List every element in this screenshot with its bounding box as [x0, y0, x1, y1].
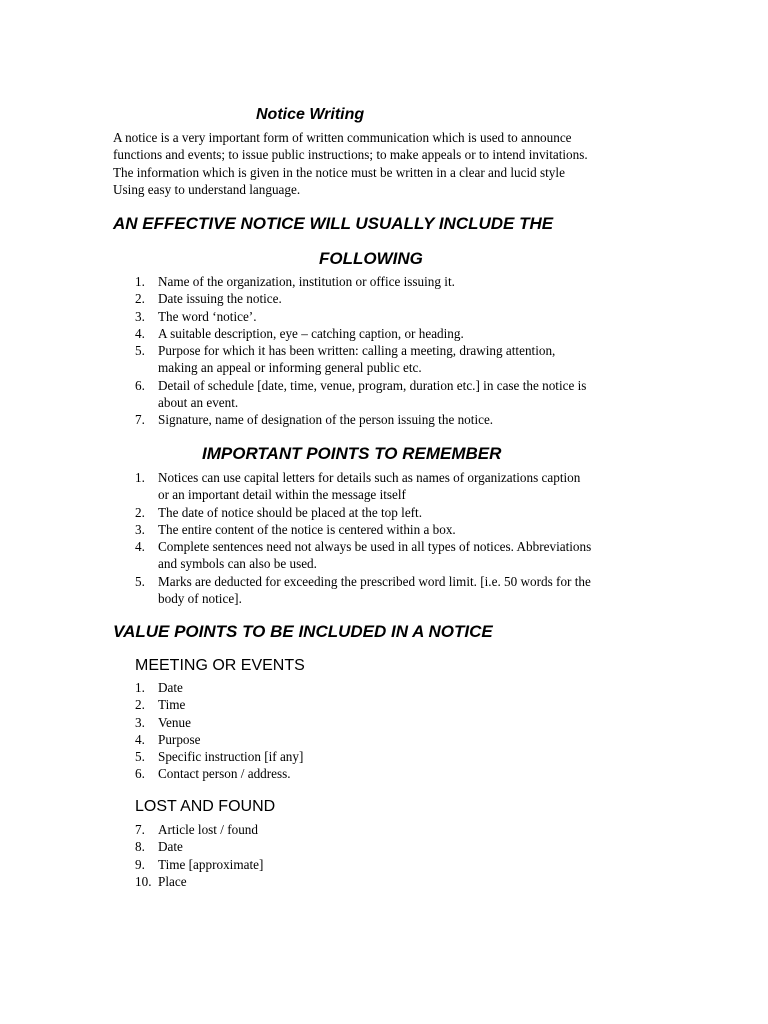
- list-text: Purpose for which it has been written: calling a meeting, drawing attention, making an appeal or informing general public etc.: [158, 343, 556, 376]
- intro-line: A notice is a very important form of written communication which is used to announce: [113, 130, 572, 145]
- section-heading-value-points: VALUE POINTS TO BE INCLUDED IN A NOTICE: [113, 622, 493, 641]
- list-number: 2.: [135, 504, 145, 520]
- list-text: Contact person / address.: [158, 766, 291, 782]
- list-number: 3.: [135, 521, 145, 537]
- list-item: [0, 538, 768, 573]
- list-item: [0, 873, 768, 890]
- list-number: 8.: [135, 839, 145, 855]
- list-text: Specific instruction [if any]: [158, 749, 304, 765]
- list-number: 5.: [135, 343, 145, 359]
- list-number: 4.: [135, 539, 145, 555]
- list-text: The word ‘notice’.: [158, 308, 257, 324]
- list-number: 4.: [135, 731, 145, 747]
- list-item: [0, 838, 768, 855]
- list-item: [0, 273, 768, 290]
- list-text: Detail of schedule [date, time, venue, program, duration etc.] in case the notice is about an event.: [158, 377, 587, 411]
- list-text: Venue: [158, 714, 191, 730]
- intro-line: functions and events; to issue public instructions; to make appeals or to intend invitations.: [113, 147, 588, 163]
- list-text: Date: [158, 839, 183, 855]
- list-text: Notices can use capital letters for details such as names of organizations caption or an important detail within the message itself: [158, 470, 581, 503]
- list-text: Date issuing the notice.: [158, 291, 282, 307]
- list-text: Marks are deducted for exceeding the prescribed word limit. [i.e. 50 words for the body of notice].: [158, 573, 591, 607]
- intro-line: The information which is given in the notice must be written in a clear and lucid style: [113, 164, 565, 180]
- important-points-list: [0, 469, 768, 607]
- list-text: Article lost / found: [158, 822, 258, 837]
- list-number: 7.: [135, 412, 145, 428]
- list-number: 2.: [135, 697, 145, 713]
- list-number: 4.: [135, 325, 145, 341]
- list-item: [0, 308, 768, 325]
- list-text: Time [approximate]: [158, 856, 264, 872]
- list-item: [0, 377, 768, 412]
- list-number: 6.: [135, 766, 145, 782]
- list-text: Complete sentences need not always be used in all types of notices. Abbreviations and symbols can also be used.: [158, 539, 592, 572]
- list-number: 1.: [135, 274, 145, 289]
- meeting-events-list: [0, 679, 768, 783]
- list-text: Signature, name of designation of the person issuing the notice.: [158, 412, 494, 428]
- intro-paragraph: [113, 129, 673, 198]
- list-number: 5.: [135, 749, 145, 765]
- list-item: [0, 731, 768, 748]
- section-heading-important-points: IMPORTANT POINTS TO REMEMBER: [202, 444, 502, 463]
- list-number: 10.: [135, 873, 152, 889]
- list-item: [0, 411, 768, 428]
- list-text: Purpose: [158, 731, 201, 747]
- list-text: Date: [158, 680, 183, 695]
- intro-line: Using easy to understand language.: [113, 181, 301, 197]
- section-heading-effective-notice: AN EFFECTIVE NOTICE WILL USUALLY INCLUDE THE: [113, 214, 554, 233]
- list-text: Time: [158, 697, 186, 713]
- subheading-meeting-or-events: MEETING OR EVENTS: [135, 657, 305, 674]
- list-text: The entire content of the notice is centered within a box.: [158, 521, 456, 537]
- list-text: Name of the organization, institution or office issuing it.: [158, 274, 455, 289]
- list-item: [0, 521, 768, 538]
- list-item: [0, 765, 768, 782]
- list-number: 6.: [135, 377, 145, 393]
- list-number: 1.: [135, 470, 145, 485]
- list-item: [0, 748, 768, 765]
- list-number: 5.: [135, 573, 145, 589]
- lost-found-list: [0, 821, 768, 890]
- list-text: Place: [158, 873, 187, 889]
- list-number: 3.: [135, 714, 145, 730]
- list-text: The date of notice should be placed at the top left.: [158, 504, 423, 520]
- list-number: 1.: [135, 680, 145, 695]
- list-number: 9.: [135, 856, 145, 872]
- list-number: 3.: [135, 308, 145, 324]
- section-heading-following: FOLLOWING: [319, 249, 423, 268]
- list-item: [0, 290, 768, 307]
- page-title: Notice Writing: [256, 106, 365, 123]
- list-item: [0, 573, 768, 608]
- list-item: [0, 504, 768, 521]
- list-item: [0, 714, 768, 731]
- list-item: [0, 325, 768, 342]
- list-item: [0, 679, 768, 696]
- list-item: [0, 821, 768, 838]
- list-item: [0, 342, 768, 377]
- list-item: [0, 856, 768, 873]
- subheading-lost-and-found: LOST AND FOUND: [135, 798, 276, 815]
- list-item: [0, 696, 768, 713]
- list-item: [0, 469, 768, 504]
- list-number: 2.: [135, 291, 145, 307]
- list-number: 7.: [135, 822, 145, 837]
- effective-notice-list: [0, 273, 768, 429]
- list-text: A suitable description, eye – catching caption, or heading.: [158, 325, 464, 341]
